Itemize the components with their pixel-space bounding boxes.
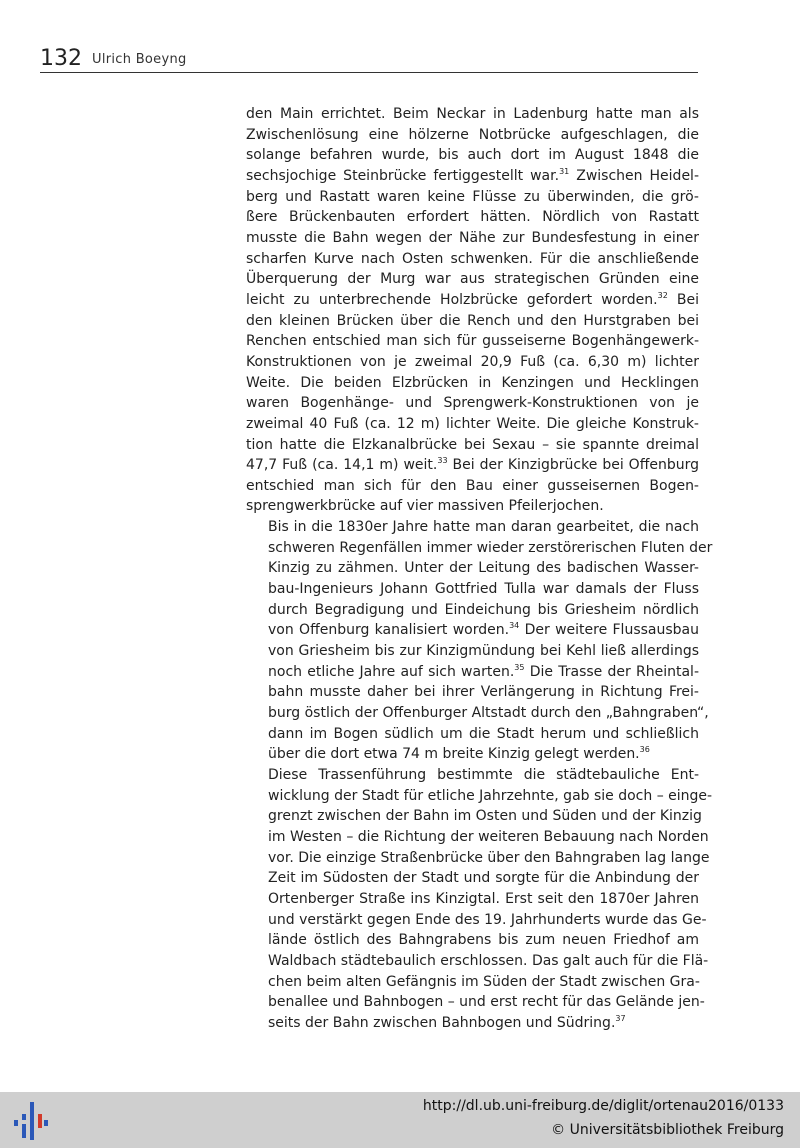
text-line: solange befahren wurde, bis auch dort im August 1848 die xyxy=(246,147,699,164)
footnote-marker[interactable]: 34 xyxy=(509,621,520,631)
text-line: Renchen entschied man sich für gusseiserne Bogenhängewerk- xyxy=(246,333,699,350)
text-line: sprengwerkbrücke auf vier massiven Pfeilerjochen. xyxy=(246,498,604,515)
text-line: tion hatte die Elzkanalbrücke bei Sexau – sie spannte dreimal xyxy=(246,436,699,453)
text-line: Überquerung der Murg war aus strategischen Gründen eine xyxy=(246,271,699,288)
text-line: 47,7 Fuß (ca. 14,1 m) weit.$^{33}$ Bei der Kinzigbrücke bei Offenburg xyxy=(246,456,699,474)
footnote-marker[interactable]: 35 xyxy=(514,662,525,672)
page-number: 132 xyxy=(40,46,82,71)
text-line: waren Bogenhänge- und Sprengwerk-Konstruktionen von je xyxy=(246,395,699,412)
text-line: seits der Bahn zwischen Bahnbogen und Südring.$^{37}$ xyxy=(268,1013,626,1031)
text-line: durch Begradigung und Eindeichung bis Griesheim nördlich xyxy=(268,601,699,618)
library-logo-icon[interactable] xyxy=(10,1100,52,1142)
text-line: leicht zu unterbrechende Holzbrücke gefordert worden.$^{32}$ Bei xyxy=(246,290,699,308)
footnote-marker[interactable]: 36 xyxy=(639,745,650,755)
text-line: im Westen – die Richtung der weiteren Bebauung nach Norden xyxy=(268,828,709,845)
text-line: Bis in die 1830er Jahre hatte man daran gearbeitet, die nach xyxy=(268,519,699,536)
text-line: entschied man sich für den Bau einer gusseisernen Bogen- xyxy=(246,477,699,494)
text-line: chen beim alten Gefängnis im Süden der Stadt zwischen Gra- xyxy=(268,973,700,990)
text-line: über die dort etwa 74 m breite Kinzig gelegt werden.$^{36}$ xyxy=(268,745,650,763)
text-line: noch etliche Jahre auf sich warten.$^{35}$ Die Trasse der Rheintal- xyxy=(268,662,699,680)
running-head-author: Ulrich Boeyng xyxy=(92,52,187,67)
text-line: Zeit im Südosten der Stadt und sorgte für die Anbindung der xyxy=(268,870,699,887)
article-body xyxy=(246,104,713,1034)
text-line: Kinzig zu zähmen. Unter der Leitung des badischen Wasser- xyxy=(268,560,699,577)
text-line: bahn musste daher bei ihrer Verlängerung in Richtung Frei- xyxy=(268,684,699,701)
paragraph xyxy=(246,765,713,1034)
text-line: Zwischenlösung eine hölzerne Notbrücke aufgeschlagen, die xyxy=(246,126,699,143)
text-line: Waldbach städtebaulich erschlossen. Das galt auch für die Flä- xyxy=(268,952,709,969)
text-line: Konstruktionen von je zweimal 20,9 Fuß (ca. 6,30 m) lichter xyxy=(246,353,699,370)
text-line: benallee und Bahnbogen – und erst recht für das Gelände jen- xyxy=(268,994,705,1011)
text-line: scharfen Kurve nach Osten schwenken. Für die anschließende xyxy=(246,250,699,267)
text-line: sechsjochige Steinbrücke fertiggestellt war.$^{31}$ Zwischen Heidel- xyxy=(246,166,700,184)
text-line: grenzt zwischen der Bahn im Osten und Süden und der Kinzig xyxy=(268,808,702,825)
document-url-link[interactable]: http://dl.ub.uni-freiburg.de/diglit/ortenau2016/0133 xyxy=(422,1098,784,1114)
text-line: vor. Die einzige Straßenbrücke über den Bahngraben lag lange xyxy=(268,849,710,866)
text-line: schweren Regenfällen immer wieder zerstörerischen Fluten der xyxy=(268,539,713,556)
text-line: Diese Trassenführung bestimmte die städtebauliche Ent- xyxy=(268,767,699,783)
text-line: von Offenburg kanalisiert worden.$^{34}$ Der weitere Flussausbau xyxy=(268,621,699,639)
text-line: von Griesheim bis zur Kinzigmündung bei Kehl ließ allerdings xyxy=(268,643,699,660)
text-line: lände östlich des Bahngrabens bis zum neuen Friedhof am xyxy=(268,932,699,949)
text-line: wicklung der Stadt für etliche Jahrzehnte, gab sie doch – einge- xyxy=(268,787,713,804)
text-line: bau-Ingenieurs Johann Gottfried Tulla war damals der Fluss xyxy=(268,581,699,598)
text-line: ßere Brückenbauten erfordert hätten. Nördlich von Rastatt xyxy=(246,209,699,226)
text-line: berg und Rastatt waren keine Flüsse zu überwinden, die grö- xyxy=(246,188,699,205)
text-line: zweimal 40 Fuß (ca. 12 m) lichter Weite. Die gleiche Konstruk- xyxy=(246,415,699,432)
text-line: burg östlich der Offenburger Altstadt durch den „Bahngraben“, xyxy=(268,705,709,722)
running-header xyxy=(40,46,698,73)
text-line: den Main errichtet. Beim Neckar in Ladenburg hatte man als xyxy=(246,106,699,122)
text-line: den kleinen Brücken über die Rench und den Hurstgraben bei xyxy=(246,312,699,329)
text-line: musste die Bahn wegen der Nähe zur Bundesfestung in einer xyxy=(246,229,699,246)
paragraph xyxy=(246,517,713,765)
text-line: dann im Bogen südlich um die Stadt herum und schließlich xyxy=(268,725,699,742)
footnote-marker[interactable]: 33 xyxy=(437,456,448,466)
footnote-marker[interactable]: 37 xyxy=(615,1013,626,1023)
paragraph xyxy=(246,104,699,517)
copyright-notice: © Universitätsbibliothek Freiburg xyxy=(551,1122,784,1138)
text-line: Weite. Die beiden Elzbrücken in Kenzingen und Hecklingen xyxy=(246,374,699,391)
footnote-marker[interactable]: 31 xyxy=(559,166,570,176)
text-line: Ortenberger Straße ins Kinzigtal. Erst seit den 1870er Jahren xyxy=(268,890,699,907)
footer-bar xyxy=(0,1092,800,1148)
footnote-marker[interactable]: 32 xyxy=(657,290,668,300)
text-line: und verstärkt gegen Ende des 19. Jahrhunderts wurde das Ge- xyxy=(268,911,707,928)
